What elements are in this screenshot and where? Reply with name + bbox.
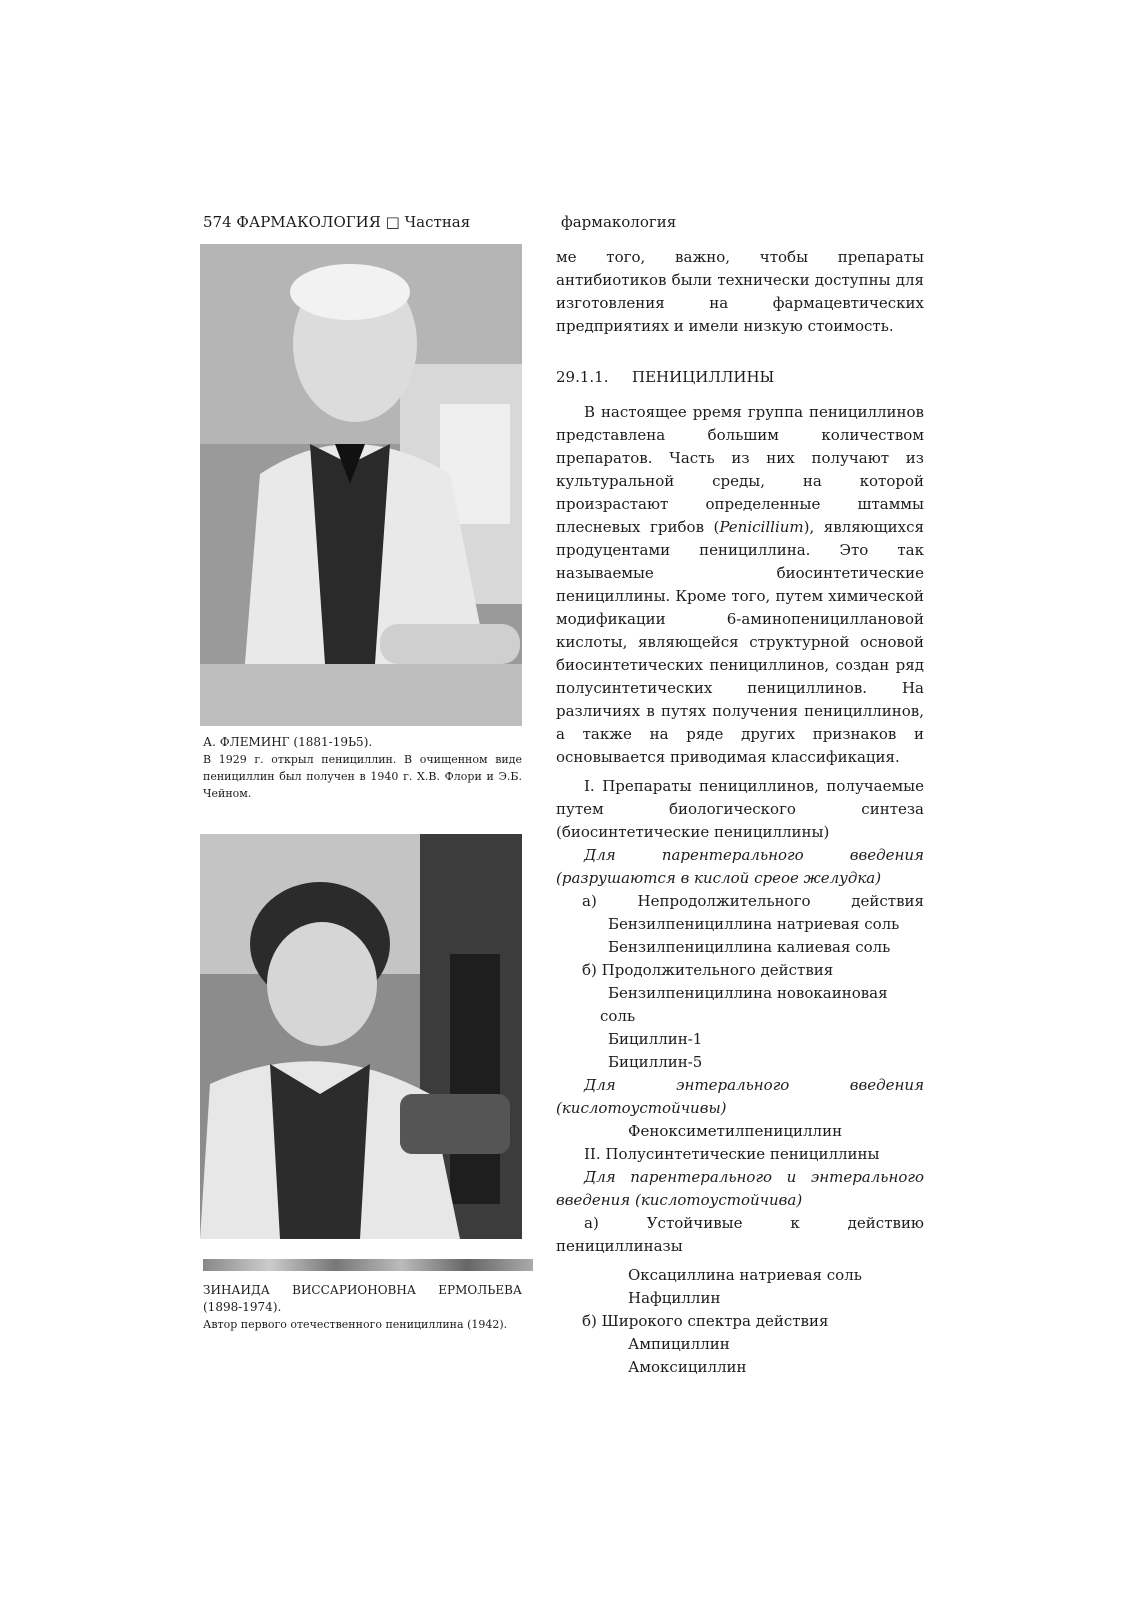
group-1-item-a1: Бензилпенициллина натриевая соль [608, 915, 900, 933]
group-1-heading: I. Препараты пенициллинов, получаемые путем биологического синтеза (биосинтетические пенициллины) [556, 777, 924, 841]
group-1-sub-2-item: Феноксиметилпенициллин [628, 1122, 843, 1140]
group-1-item-b2: Бициллин-1 [608, 1030, 703, 1048]
section-heading [556, 366, 924, 389]
group-1-item-b3: Бициллин-5 [608, 1053, 703, 1071]
group-2-item-a2: Нафциллин [628, 1289, 721, 1307]
group-1-sub-1: Для парентерального введения (разрушаются в кислой среое желудка) [556, 846, 924, 887]
body-paragraph-start: В настоящее рремя группа пенициллинов представлена большим количеством препаратов. Часть из них получают из культуральной среды, на которой произрастают определенные штаммы плесневых грибов ( [556, 403, 924, 536]
fleming-caption [203, 734, 522, 802]
group-2-heading: II. Полусинтетические пенициллины [584, 1145, 880, 1163]
photo-strip [203, 1259, 533, 1271]
group-2-sub-1: Для парентерального и энтерального введения (кислотоустойчива) [556, 1168, 924, 1209]
section-title: ПЕНИЦИЛЛИНЫ [632, 368, 775, 386]
group-1-item-b1-cont: соль [600, 1007, 636, 1025]
group-1-item-a2: Бензилпенициллина калиевая соль [608, 938, 891, 956]
group-2-item-b2: Амоксициллин [628, 1358, 747, 1376]
body-paragraph-end: ), являющихся продуцентами пенициллина. Это так называемые биосинтетические пенициллины. Кроме того, путем химической модификации 6-аминопенициллановой кислоты, являющейся структурной основой биосинтетических пенициллинов, создан ряд полусинтетических пенициллинов. На различиях в путях получения пенициллинов, а также на ряде других признаков и основывается приводимая классификация. [556, 518, 924, 766]
group-2-item-a: а) Устойчивые к действию пенициллиназы [556, 1214, 924, 1255]
genus-name: Penicillium [719, 518, 804, 536]
group-2-item-a1: Оксациллина натриевая соль [628, 1266, 862, 1284]
ermolyeva-caption [203, 1282, 522, 1333]
group-1-item-b1: Бензилпенициллина новокаиновая [608, 984, 888, 1002]
group-2-item-b1: Ампициллин [628, 1335, 730, 1353]
group-2-item-b: б) Широкого спектра действия [582, 1312, 829, 1330]
group-1-item-a: а) Непродолжительного действия [582, 892, 924, 910]
fleming-caption-name: А. ФЛЕМИНГ (1881-19Ь5). [203, 735, 373, 749]
page-header-right: фармакология [561, 213, 677, 231]
fleming-photo [200, 244, 522, 726]
page-header-left: 574 ФАРМАКОЛОГИЯ □ Частная [203, 213, 471, 231]
section-number: 29.1.1. [556, 368, 609, 386]
fleming-caption-text: В 1929 г. открыл пенициллин. В очищенном виде пенициллин был получен в 1940 г. Х.В. Флори и Э.Б. Чейном. [203, 753, 522, 800]
ermolyeva-photo [200, 834, 522, 1239]
right-column [556, 246, 924, 1379]
ermolyeva-caption-text: Автор первого отечественного пенициллина (1942). [203, 1318, 508, 1331]
ermolyeva-caption-name: ЗИНАИДА ВИССАРИОНОВНА ЕРМОЛЬЕВА (1898-1974). [203, 1283, 522, 1314]
intro-paragraph: ме того, важно, чтобы препараты антибиотиков были технически доступны для изготовления на фармацевтических предприятиях и имели низкую стоимость. [556, 248, 924, 335]
body-paragraph [556, 401, 924, 769]
group-1-item-b: б) Продолжительного действия [582, 961, 834, 979]
group-1-sub-2: Для энтерального введения (кислотоустойчивы) [556, 1076, 924, 1117]
